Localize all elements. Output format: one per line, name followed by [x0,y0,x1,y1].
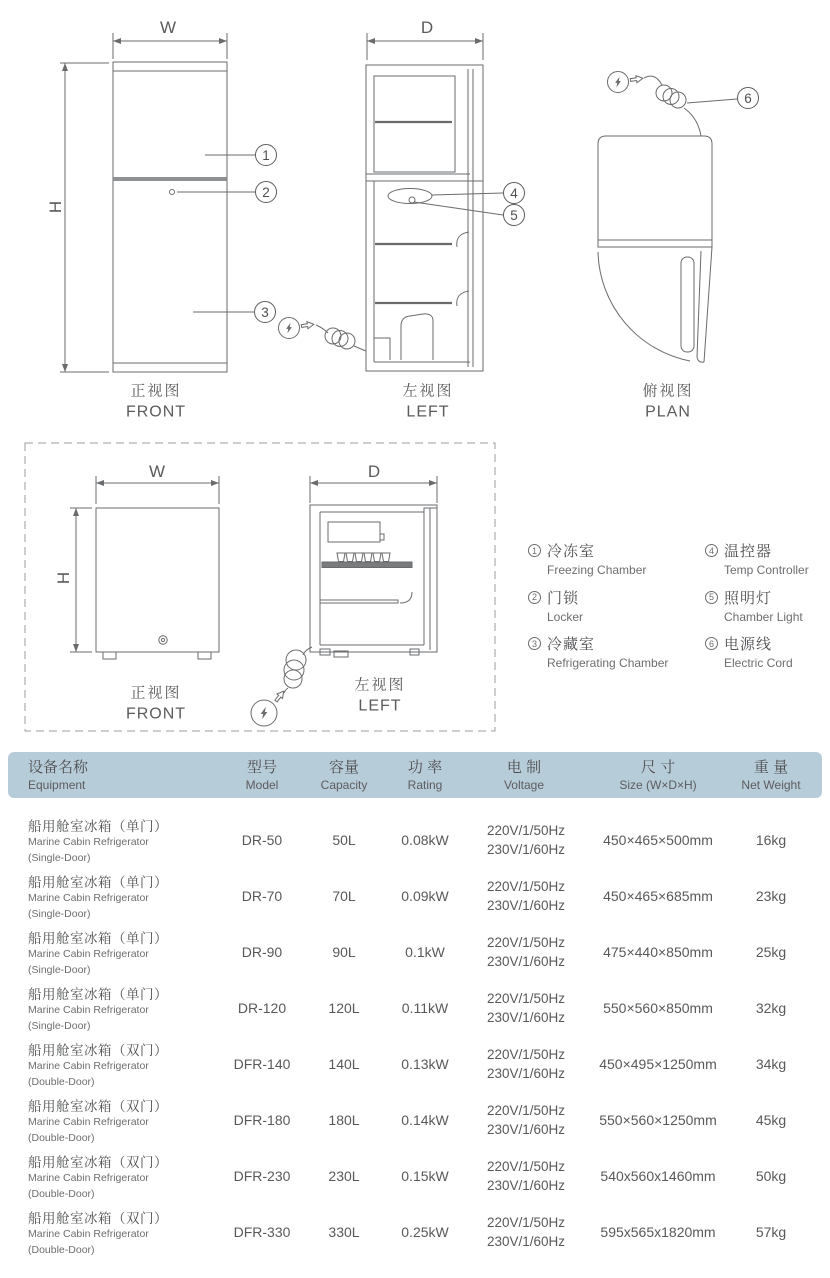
view-title-front-small: 正视图 FRONT [125,684,187,723]
voltage-value: 220V/1/50Hz 230V/1/60Hz [487,879,566,913]
header-rating: 功 率 Rating [407,758,443,792]
voltage-value: 220V/1/50Hz 230V/1/60Hz [487,1103,566,1137]
model-value: DFR-330 [233,1224,291,1240]
small-front-view-drawing [70,476,219,659]
capacity-value: 70L [332,888,356,904]
capacity-value: 180L [328,1112,360,1128]
rating-value: 0.13kW [401,1056,449,1072]
voltage-value: 220V/1/50Hz 230V/1/60Hz [487,823,566,857]
size-value: 450×495×1250mm [599,1056,717,1072]
rating-value: 0.1kW [405,944,445,960]
legend-number-badge: 2 [528,591,541,604]
spec-table-rows [8,812,822,1260]
capacity-value: 50L [332,832,356,848]
power-cord-icon-small [251,647,312,726]
legend-label-en: Freezing Chamber [547,563,647,577]
equipment-name: 船用舱室冰箱（双门） Marine Cabin Refrigerator (Double-Door) [28,1099,168,1144]
weight-value: 23kg [755,888,787,904]
table-row [8,812,822,868]
size-value: 550×560×1250mm [599,1112,717,1128]
callout-1: 1 [255,144,277,166]
left-view-drawing [366,33,503,371]
rating-value: 0.09kW [401,888,449,904]
weight-value: 50kg [755,1168,787,1184]
callout-4: 4 [503,182,525,204]
model-value: DR-50 [241,832,283,848]
plan-view-drawing [598,72,737,363]
legend-label-cn: 门锁 [547,589,580,607]
table-row [8,1204,822,1260]
legend-column-1 [528,540,705,680]
model-value: DFR-180 [233,1112,291,1128]
header-size: 尺 寸 Size (W×D×H) [619,758,697,792]
legend-item [705,633,809,670]
legend-item [705,587,809,624]
dim-label-w-front: W [159,18,177,37]
equipment-name: 船用舱室冰箱（双门） Marine Cabin Refrigerator (Double-Door) [28,1155,168,1200]
view-title-front: 正视图 FRONT [125,382,187,421]
dim-label-d-small: D [367,462,381,481]
size-value: 475×440×850mm [603,944,713,960]
size-value: 450×465×500mm [603,832,713,848]
weight-value: 34kg [755,1056,787,1072]
model-value: DR-90 [241,944,283,960]
voltage-value: 220V/1/50Hz 230V/1/60Hz [487,1215,566,1249]
capacity-value: 230L [328,1168,360,1184]
model-value: DFR-230 [233,1168,291,1184]
capacity-value: 330L [328,1224,360,1240]
voltage-value: 220V/1/50Hz 230V/1/60Hz [487,1047,566,1081]
rating-value: 0.08kW [401,832,449,848]
header-voltage: 电 制 Voltage [503,758,545,792]
legend-label-cn: 冷藏室 [547,636,596,653]
equipment-name: 船用舱室冰箱（双门） Marine Cabin Refrigerator (Double-Door) [28,1211,168,1256]
legend-label-cn: 冷冻室 [547,543,596,560]
legend-label-en: Temp Controller [724,563,809,577]
legend-label-en: Refrigerating Chamber [547,656,669,670]
weight-value: 16kg [755,832,787,848]
dim-label-d-left: D [420,18,434,37]
legend-label-en: Electric Cord [724,656,793,670]
rating-value: 0.14kW [401,1112,449,1128]
capacity-value: 140L [328,1056,360,1072]
capacity-value: 120L [328,1000,360,1016]
equipment-name: 船用舱室冰箱（单门） Marine Cabin Refrigerator (Single-Door) [28,875,168,920]
legend-number-badge: 3 [528,637,541,650]
callout-3: 3 [254,301,276,323]
equipment-name: 船用舱室冰箱（单门） Marine Cabin Refrigerator (Single-Door) [28,987,168,1032]
legend-number-badge: 6 [705,637,718,650]
voltage-value: 220V/1/50Hz 230V/1/60Hz [487,991,566,1025]
header-net-weight: 重 量 Net Weight [741,758,801,792]
dim-label-w-small: W [148,462,166,481]
legend-number-badge: 5 [705,591,718,604]
view-title-left-small: 左视图 LEFT [354,676,406,715]
legend-item [528,587,705,624]
view-title-left: 左视图 LEFT [402,382,454,421]
legend [528,540,828,680]
view-title-plan: 俯视图 PLAN [642,382,694,421]
dim-label-h-small: H [54,571,73,585]
legend-number-badge: 4 [705,544,718,557]
model-value: DR-120 [237,1000,287,1016]
callout-5: 5 [503,204,525,226]
legend-number-badge: 1 [528,544,541,557]
header-model: 型号 Model [245,758,279,792]
model-value: DR-70 [241,888,283,904]
size-value: 550×560×850mm [603,1000,713,1016]
rating-value: 0.15kW [401,1168,449,1184]
legend-item [705,540,809,577]
size-value: 595x565x1820mm [600,1224,716,1240]
table-row [8,1036,822,1092]
dim-label-h-front: H [46,200,65,214]
small-left-view-drawing [310,476,437,657]
voltage-value: 220V/1/50Hz 230V/1/60Hz [487,1159,566,1193]
table-row [8,924,822,980]
front-view-drawing [60,33,255,372]
rating-value: 0.11kW [401,1000,449,1016]
spec-table-header [8,752,822,798]
legend-label-en: Chamber Light [724,609,803,624]
weight-value: 25kg [755,944,787,960]
spec-table [8,752,822,1260]
equipment-name: 船用舱室冰箱（双门） Marine Cabin Refrigerator (Double-Door) [28,1043,168,1088]
capacity-value: 90L [332,944,356,960]
legend-column-2 [705,540,809,680]
callout-6: 6 [737,87,759,109]
legend-item [528,540,705,577]
legend-label-cn: 电源线 [724,636,773,653]
table-row [8,1092,822,1148]
legend-item [528,633,705,670]
model-value: DFR-140 [233,1056,291,1072]
header-capacity: 容量 Capacity [320,758,368,792]
size-value: 540x560x1460mm [600,1168,716,1184]
rating-value: 0.25kW [401,1224,449,1240]
weight-value: 32kg [755,1000,787,1016]
voltage-value: 220V/1/50Hz 230V/1/60Hz [487,935,566,969]
equipment-name: 船用舱室冰箱（单门） Marine Cabin Refrigerator (Single-Door) [28,931,168,976]
equipment-name: 船用舱室冰箱（单门） Marine Cabin Refrigerator (Single-Door) [28,819,168,864]
weight-value: 57kg [755,1224,787,1240]
table-row [8,868,822,924]
legend-label-en: Locker [547,609,584,624]
legend-label-cn: 照明灯 [724,589,773,607]
table-row [8,980,822,1036]
table-row [8,1148,822,1204]
header-equipment: 设备名称 Equipment [28,758,89,792]
callout-2: 2 [255,181,277,203]
legend-label-cn: 温控器 [724,543,773,560]
weight-value: 45kg [755,1112,787,1128]
size-value: 450×465×685mm [603,888,713,904]
power-cord-icon [279,318,367,352]
